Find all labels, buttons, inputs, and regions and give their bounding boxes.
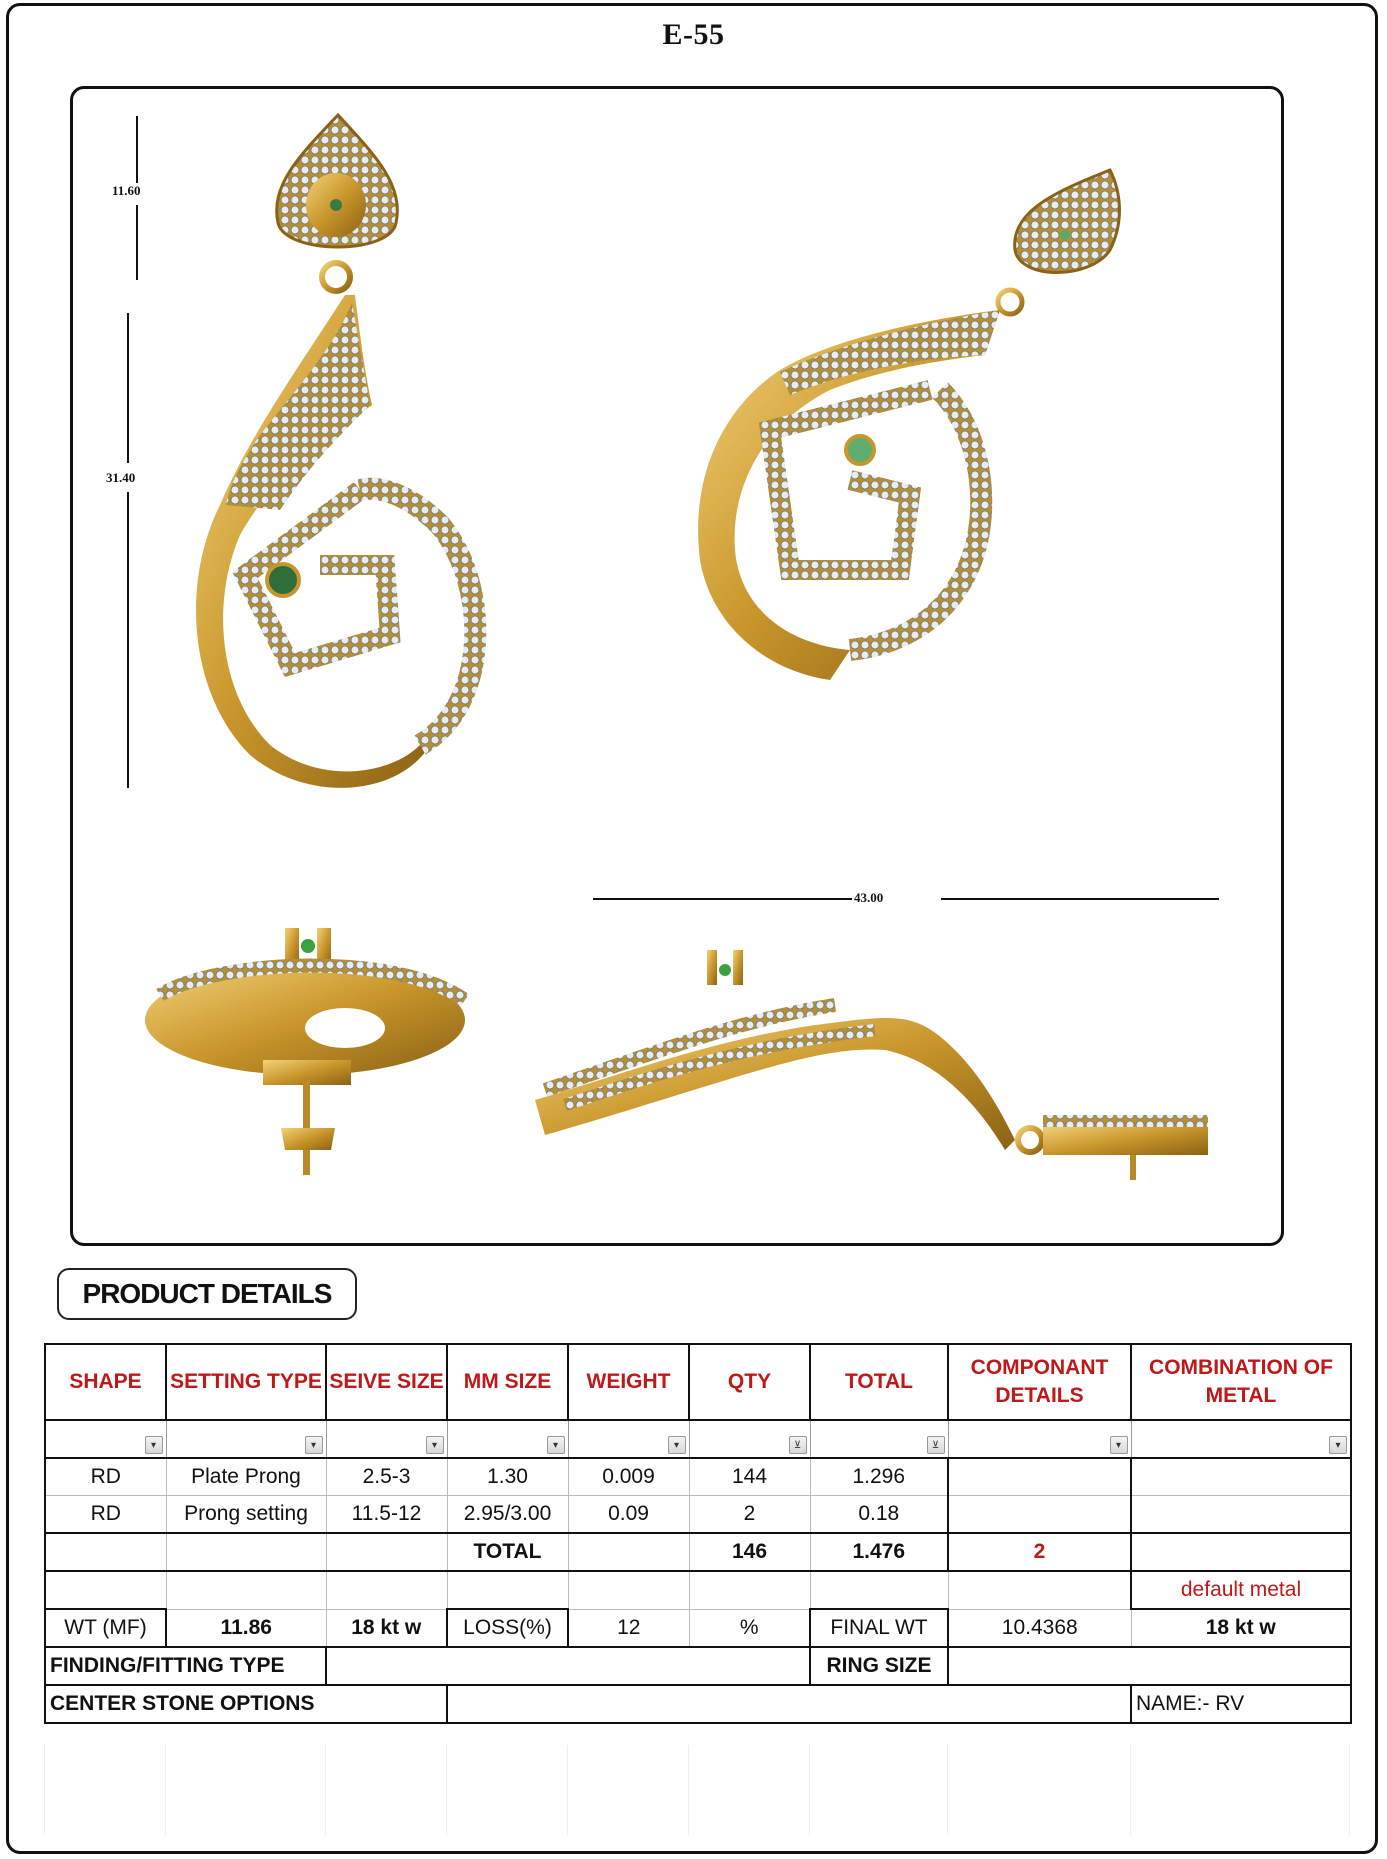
- dim-line-width-left: [593, 898, 857, 900]
- cell-componant: [948, 1458, 1131, 1496]
- loss-value: 12: [568, 1609, 689, 1647]
- earring-front-view-image: [160, 105, 560, 795]
- dim-line-body-top: [127, 313, 129, 463]
- dim-line-drop-top: [136, 116, 138, 186]
- name-label: NAME:- RV: [1131, 1685, 1351, 1723]
- cell-total: 0.18: [810, 1496, 948, 1534]
- finding-type-label: FINDING/FITTING TYPE: [45, 1647, 326, 1685]
- product-details-heading: PRODUCT DETAILS: [57, 1268, 357, 1320]
- filter-dropdown-combination[interactable]: ▾: [1329, 1436, 1347, 1454]
- cell-qty: 144: [689, 1458, 810, 1496]
- center-stone-label: CENTER STONE OPTIONS: [45, 1685, 447, 1723]
- filter-dropdown-mm-size[interactable]: ▾: [547, 1436, 565, 1454]
- header-shape: SHAPE: [45, 1344, 166, 1420]
- earring-side-view-right-image: [535, 950, 1235, 1180]
- table-header-row: [45, 1344, 1351, 1420]
- dim-line-body-bottom: [127, 492, 129, 788]
- cell-mm-size: 1.30: [447, 1458, 568, 1496]
- default-metal-row: [45, 1571, 1351, 1609]
- cell-combination: [1131, 1458, 1351, 1496]
- dim-width: 43.00: [854, 890, 884, 905]
- finding-type-value: [326, 1647, 810, 1685]
- cell-combination: [1131, 1496, 1351, 1534]
- header-mm-size: MM SIZE: [447, 1344, 568, 1420]
- final-wt-value: 10.4368: [948, 1609, 1131, 1647]
- cell-shape: RD: [45, 1458, 166, 1496]
- finding-row: [45, 1647, 1351, 1685]
- design-code-title: E-55: [662, 18, 725, 51]
- filter-dropdown-componant[interactable]: ▾: [1110, 1436, 1128, 1454]
- loss-unit: %: [689, 1609, 810, 1647]
- cell-total: 1.296: [810, 1458, 948, 1496]
- earring-angled-view-image: [680, 150, 1140, 710]
- cell-setting-type: Plate Prong: [166, 1458, 326, 1496]
- ring-size-label: RING SIZE: [810, 1647, 948, 1685]
- total-weight: 1.476: [810, 1533, 948, 1571]
- cell-weight: 0.09: [568, 1496, 689, 1534]
- header-combination-of-metal: COMBINATION OF METAL: [1131, 1344, 1351, 1420]
- dim-line-width-right: [941, 898, 1219, 900]
- filter-dropdown-seive-size[interactable]: ▾: [426, 1436, 444, 1454]
- center-stone-row: [45, 1685, 1351, 1723]
- loss-label: LOSS(%): [447, 1609, 568, 1647]
- total-qty: 146: [689, 1533, 810, 1571]
- product-details-table: [44, 1343, 1352, 1724]
- dim-body-height: 31.40: [106, 470, 136, 485]
- filter-dropdown-shape[interactable]: ▾: [145, 1436, 163, 1454]
- center-stone-value: [447, 1685, 1131, 1723]
- header-setting-type: SETTING TYPE: [166, 1344, 326, 1420]
- final-metal: 18 kt w: [1131, 1609, 1351, 1647]
- metal-karat: 18 kt w: [326, 1609, 447, 1647]
- filter-dropdown-weight[interactable]: ▾: [668, 1436, 686, 1454]
- wt-mf-value: 11.86: [166, 1609, 326, 1647]
- earring-side-view-left-image: [135, 920, 485, 1180]
- cell-seive-size: 2.5-3: [326, 1458, 447, 1496]
- filter-row: [45, 1420, 1351, 1458]
- cell-weight: 0.009: [568, 1458, 689, 1496]
- cell-qty: 2: [689, 1496, 810, 1534]
- final-wt-label: FINAL WT: [810, 1609, 948, 1647]
- header-seive-size: SEIVE SIZE: [326, 1344, 447, 1420]
- dim-drop-height: 11.60: [112, 183, 141, 198]
- total-row: [45, 1533, 1351, 1571]
- cell-componant: [948, 1496, 1131, 1534]
- wt-mf-label: WT (MF): [45, 1609, 166, 1647]
- dim-line-drop-bottom: [136, 205, 138, 280]
- cell-shape: RD: [45, 1496, 166, 1534]
- cell-setting-type: Prong setting: [166, 1496, 326, 1534]
- ring-size-value: [948, 1647, 1351, 1685]
- filter-dropdown-setting-type[interactable]: ▾: [305, 1436, 323, 1454]
- metal-weight-row: [45, 1609, 1351, 1647]
- faint-background-grid: [44, 1745, 1350, 1835]
- cell-seive-size: 11.5-12: [326, 1496, 447, 1534]
- table-row: [45, 1496, 1351, 1534]
- header-componant-details: COMPONANT DETAILS: [948, 1344, 1131, 1420]
- cell-mm-size: 2.95/3.00: [447, 1496, 568, 1534]
- filter-active-icon-qty[interactable]: ⊻: [789, 1436, 807, 1454]
- total-componant: 2: [948, 1533, 1131, 1571]
- table-row: [45, 1458, 1351, 1496]
- header-weight: WEIGHT: [568, 1344, 689, 1420]
- total-label: TOTAL: [447, 1533, 568, 1571]
- header-qty: QTY: [689, 1344, 810, 1420]
- default-metal-note: default metal: [1131, 1571, 1351, 1609]
- header-total: TOTAL: [810, 1344, 948, 1420]
- filter-active-icon-total[interactable]: ⊻: [927, 1436, 945, 1454]
